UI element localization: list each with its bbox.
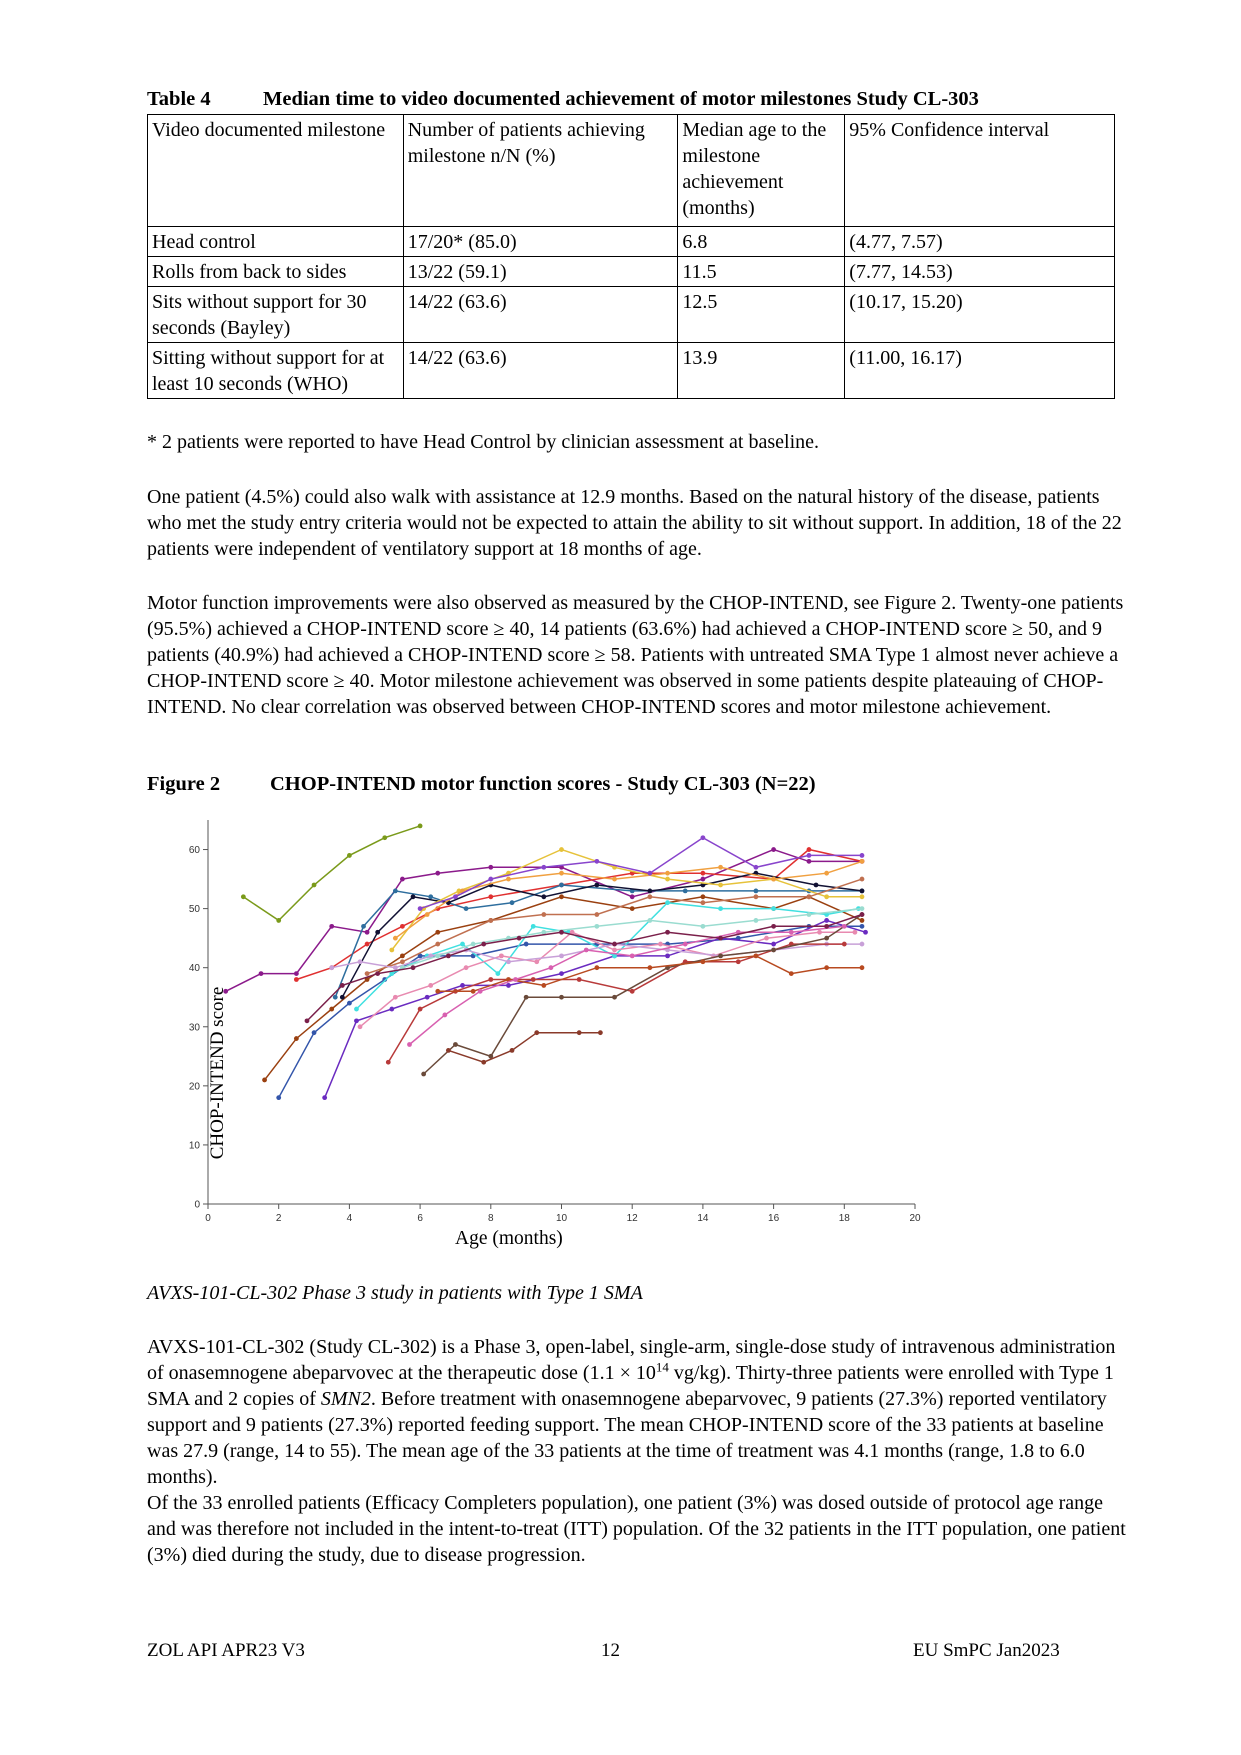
data-point: [860, 877, 865, 882]
data-point: [418, 824, 423, 829]
x-tick-label: 6: [417, 1213, 423, 1224]
data-point: [365, 930, 370, 935]
data-point: [453, 894, 458, 899]
data-point: [807, 847, 812, 852]
data-point: [807, 894, 812, 899]
data-point: [442, 1013, 447, 1018]
x-tick-label: 2: [275, 1213, 282, 1224]
data-point: [541, 894, 546, 899]
data-point: [506, 983, 511, 988]
y-tick-label: 0: [194, 1199, 200, 1211]
data-point: [701, 900, 706, 905]
data-point: [701, 924, 706, 929]
data-point: [294, 971, 299, 976]
data-point: [701, 894, 706, 899]
data-point: [630, 989, 635, 994]
data-point: [559, 930, 564, 935]
data-point: [347, 1001, 352, 1006]
data-point: [771, 948, 776, 953]
data-point: [347, 853, 352, 858]
data-point: [312, 883, 317, 888]
data-point: [594, 859, 599, 864]
data-point: [665, 900, 670, 905]
data-point: [478, 989, 483, 994]
data-point: [577, 1030, 582, 1035]
data-point: [446, 1048, 451, 1053]
table-cell: (11.00, 16.17): [845, 343, 1115, 399]
data-point: [411, 965, 416, 970]
table-cell: 13/22 (59.1): [403, 257, 678, 287]
data-point: [534, 1030, 539, 1035]
table-cell: Sitting without support for at least 10 seconds (WHO): [148, 343, 404, 399]
data-point: [630, 953, 635, 958]
data-point: [701, 871, 706, 876]
data-point: [488, 977, 493, 982]
data-point: [824, 871, 829, 876]
data-point: [276, 918, 281, 923]
data-point: [647, 871, 652, 876]
y-tick-label: 50: [188, 904, 200, 916]
x-tick-label: 0: [205, 1213, 211, 1224]
data-point: [701, 959, 706, 964]
table-cell: (7.77, 14.53): [845, 257, 1115, 287]
data-point: [789, 971, 794, 976]
data-point: [481, 942, 486, 947]
data-point: [393, 965, 398, 970]
footer-right: EU SmPC Jan2023: [913, 1640, 1060, 1661]
table-header-cell: Number of patients achieving milestone n/N (%): [403, 115, 678, 227]
table-title: Median time to video documented achievement of motor milestones Study CL-303: [263, 88, 979, 110]
chop-intend-chart: [133, 808, 933, 1238]
x-tick-label: 10: [555, 1213, 568, 1224]
table-cell: 14/22 (63.6): [403, 287, 678, 343]
data-point: [428, 983, 433, 988]
data-point: [630, 906, 635, 911]
data-point: [754, 953, 759, 958]
data-point: [488, 894, 493, 899]
series-line: [342, 873, 862, 997]
data-point: [559, 883, 564, 888]
table-cell: Sits without support for 30 seconds (Bayley): [148, 287, 404, 343]
data-point: [361, 924, 366, 929]
data-point: [824, 918, 829, 923]
dose-exponent: 14: [655, 1359, 669, 1375]
data-point: [510, 1048, 515, 1053]
data-point: [559, 871, 564, 876]
data-point: [718, 865, 723, 870]
data-point: [400, 877, 405, 882]
data-point: [329, 1007, 334, 1012]
data-point: [665, 953, 670, 958]
table-cell: (4.77, 7.57): [845, 227, 1115, 257]
data-point: [446, 953, 451, 958]
x-tick-label: 12: [626, 1213, 638, 1224]
x-tick-label: 16: [768, 1213, 780, 1224]
data-point: [824, 924, 829, 929]
data-point: [718, 906, 723, 911]
x-tick-label: 18: [838, 1213, 850, 1224]
data-point: [860, 894, 865, 899]
data-point: [559, 971, 564, 976]
series-line: [243, 826, 420, 921]
table-cell: (10.17, 15.20): [845, 287, 1115, 343]
data-point: [435, 989, 440, 994]
data-point: [594, 912, 599, 917]
paragraph-walk-assistance: One patient (4.5%) could also walk with assistance at 12.9 months. Based on the natural history of the disease, patients who met the study entry criteria would not be expected to attain the ability to sit without support. In addition, 18 of the 22 patients were independent of ventilatory support at 18 months of age.: [147, 486, 1122, 560]
data-point: [471, 989, 476, 994]
data-point: [807, 859, 812, 864]
data-point: [481, 1060, 486, 1065]
data-point: [541, 865, 546, 870]
data-point: [594, 924, 599, 929]
data-point: [647, 965, 652, 970]
data-point: [718, 883, 723, 888]
table-header-cell: Video documented milestone: [148, 115, 404, 227]
data-point: [824, 965, 829, 970]
data-point: [506, 877, 511, 882]
data-point: [488, 865, 493, 870]
data-point: [460, 983, 465, 988]
data-point: [524, 942, 529, 947]
table-header-cell: 95% Confidence interval: [845, 115, 1115, 227]
data-point: [658, 942, 663, 947]
data-point: [534, 959, 539, 964]
data-point: [559, 847, 564, 852]
data-point: [647, 894, 652, 899]
data-point: [842, 924, 847, 929]
data-point: [425, 995, 430, 1000]
data-point: [612, 995, 617, 1000]
data-point: [863, 930, 868, 935]
data-point: [665, 930, 670, 935]
paragraph-text: AVXS-101-CL-302 (Study CL-302) is a Phase 3, open-label, single-arm, single-dose study of intravenous administration of onasemnogene abeparvovec at the therapeutic dose (1.1 × 10: [147, 1336, 1116, 1384]
data-point: [513, 977, 518, 982]
table-cell: 12.5: [678, 287, 845, 343]
data-point: [612, 877, 617, 882]
data-point: [460, 942, 465, 947]
table-cell: Rolls from back to sides: [148, 257, 404, 287]
x-tick-label: 20: [909, 1213, 921, 1224]
data-point: [488, 918, 493, 923]
data-point: [329, 924, 334, 929]
footer-left: ZOL API APR23 V3: [147, 1640, 305, 1661]
figure-caption: [147, 773, 816, 796]
data-point: [860, 942, 865, 947]
data-point: [435, 953, 440, 958]
data-point: [577, 977, 582, 982]
table-cell: 14/22 (63.6): [403, 343, 678, 399]
paragraph-itt-population: Of the 33 enrolled patients (Efficacy Completers population), one patient (3%) was dosed outside of protocol age range and was therefore not included in the intent-to-treat (ITT) population. Of the 32 patients in the ITT population, one patient (3%) died during the study, due to disease progression.: [147, 1492, 1126, 1566]
table-label: Table 4: [147, 88, 211, 110]
data-point: [860, 859, 865, 864]
data-point: [305, 1018, 310, 1023]
table-footnote: * 2 patients were reported to have Head Control by clinician assessment at baseline.: [147, 431, 820, 453]
table-header-row: [148, 115, 1115, 227]
data-point: [517, 936, 522, 941]
y-tick-label: 60: [188, 845, 200, 857]
table-row: [148, 287, 1115, 343]
data-point: [375, 930, 380, 935]
data-point: [701, 835, 706, 840]
data-point: [594, 965, 599, 970]
data-point: [365, 971, 370, 976]
figure-label: Figure 2: [147, 773, 221, 795]
data-point: [386, 1060, 391, 1065]
table-row: [148, 343, 1115, 399]
y-tick-label: 10: [188, 1140, 200, 1152]
x-tick-label: 4: [346, 1213, 353, 1224]
data-point: [400, 924, 405, 929]
data-point: [754, 894, 759, 899]
data-point: [559, 995, 564, 1000]
data-point: [824, 894, 829, 899]
data-point: [400, 953, 405, 958]
data-point: [354, 1018, 359, 1023]
data-point: [612, 942, 617, 947]
figure-title: CHOP-INTEND motor function scores - Study CL-303 (N=22): [270, 773, 816, 795]
data-point: [418, 906, 423, 911]
data-point: [559, 894, 564, 899]
data-point: [510, 900, 515, 905]
table-cell: 13.9: [678, 343, 845, 399]
section-heading: AVXS-101-CL-302 Phase 3 study in patients with Type 1 SMA: [147, 1282, 643, 1304]
data-point: [259, 971, 264, 976]
data-point: [647, 918, 652, 923]
data-point: [807, 912, 812, 917]
data-point: [262, 1078, 267, 1083]
data-point: [389, 1007, 394, 1012]
data-point: [524, 995, 529, 1000]
data-point: [559, 953, 564, 958]
data-point: [407, 1042, 412, 1047]
data-point: [647, 888, 652, 893]
data-point: [365, 942, 370, 947]
paragraph-motor-function: Motor function improvements were also observed as measured by the CHOP-INTEND, see Figure 2. Twenty-one patients (95.5%) achieved a CHOP-INTEND score ≥ 40, 14 patients (63.6%) had achieved a CHOP-INTEND score ≥ 50, and 9 patients (40.9%) had achieved a CHOP-INTEND score ≥ 58. Patients with untreated SMA Type 1 almost never achieve a CHOP-INTEND score ≥ 40. Motor milestone achievement was observed in some patients despite plateauing of CHOP-INTEND. No clear correlation was observed between CHOP-INTEND scores and motor milestone achievement.: [147, 592, 1124, 718]
data-point: [506, 959, 511, 964]
data-point: [584, 948, 589, 953]
data-point: [814, 883, 819, 888]
data-point: [499, 953, 504, 958]
y-tick-label: 30: [188, 1022, 200, 1034]
data-point: [541, 983, 546, 988]
data-point: [612, 948, 617, 953]
series-line: [448, 1033, 600, 1063]
data-point: [495, 971, 500, 976]
table-caption: [147, 88, 1127, 111]
data-point: [683, 942, 688, 947]
data-point: [860, 965, 865, 970]
data-point: [548, 965, 553, 970]
data-point: [375, 971, 380, 976]
data-point: [389, 948, 394, 953]
table-cell: Head control: [148, 227, 404, 257]
data-point: [754, 865, 759, 870]
data-point: [358, 959, 363, 964]
paragraph-study-cl302: [147, 1334, 1132, 1490]
data-point: [400, 959, 405, 964]
data-point: [860, 918, 865, 923]
data-point: [435, 942, 440, 947]
table-cell: 17/20* (85.0): [403, 227, 678, 257]
data-point: [718, 953, 723, 958]
data-point: [358, 1024, 363, 1029]
data-point: [630, 894, 635, 899]
table-row: [148, 227, 1115, 257]
x-tick-label: 14: [697, 1213, 709, 1224]
data-point: [276, 1095, 281, 1100]
table-row: [148, 257, 1115, 287]
data-point: [853, 930, 858, 935]
table-cell: 11.5: [678, 257, 845, 287]
series-line: [265, 897, 862, 1080]
data-point: [340, 995, 345, 1000]
data-point: [354, 1007, 359, 1012]
data-point: [807, 853, 812, 858]
data-point: [393, 995, 398, 1000]
data-point: [683, 888, 688, 893]
data-point: [665, 871, 670, 876]
data-point: [541, 912, 546, 917]
milestones-table: [147, 114, 1115, 399]
data-point: [294, 1036, 299, 1041]
data-point: [771, 906, 776, 911]
data-point: [531, 924, 536, 929]
y-tick-label: 40: [188, 963, 200, 975]
data-point: [329, 965, 334, 970]
data-point: [771, 877, 776, 882]
gene-name: SMN2: [320, 1388, 371, 1410]
data-point: [464, 965, 469, 970]
data-point: [435, 871, 440, 876]
data-point: [294, 977, 299, 982]
data-point: [736, 959, 741, 964]
data-point: [718, 936, 723, 941]
data-point: [789, 930, 794, 935]
data-point: [418, 1007, 423, 1012]
data-point: [393, 888, 398, 893]
data-point: [771, 847, 776, 852]
data-point: [771, 942, 776, 947]
paragraph-text: . Before treatment with onasemnogene abeparvovec, 9 patients (27.3%) reported ventilatory support and 9 patients (27.3%) reported feeding support. The mean CHOP-INTEND score of the 33 patients at baseline was 27.9 (range, 14 to 55). The mean age of the 33 patients at the time of treatment was 4.1 months (range, 1.8 to 6.0 months).: [147, 1388, 1107, 1488]
data-point: [842, 942, 847, 947]
data-point: [824, 936, 829, 941]
data-point: [471, 942, 476, 947]
data-point: [340, 983, 345, 988]
data-point: [393, 936, 398, 941]
data-point: [464, 906, 469, 911]
data-point: [860, 912, 865, 917]
data-point: [754, 918, 759, 923]
table-header-cell: Median age to the milestone achievement (months): [678, 115, 845, 227]
data-point: [425, 912, 430, 917]
data-point: [764, 936, 769, 941]
x-tick-label: 8: [488, 1213, 494, 1224]
data-point: [531, 977, 536, 982]
page-number: 12: [601, 1640, 620, 1661]
data-point: [435, 930, 440, 935]
data-point: [860, 906, 865, 911]
data-point: [860, 888, 865, 893]
data-point: [428, 894, 433, 899]
data-point: [860, 924, 865, 929]
data-point: [598, 1030, 603, 1035]
data-point: [488, 877, 493, 882]
data-point: [322, 1095, 327, 1100]
data-point: [453, 1042, 458, 1047]
data-point: [701, 877, 706, 882]
data-point: [817, 930, 822, 935]
data-point: [594, 883, 599, 888]
table-cell: 6.8: [678, 227, 845, 257]
y-tick-label: 20: [188, 1081, 200, 1093]
data-point: [860, 853, 865, 858]
data-point: [754, 888, 759, 893]
y-axis-label: CHOP-INTEND score: [207, 986, 228, 1160]
data-point: [411, 894, 416, 899]
paragraph-text: vg/kg). Thirty-three patients were enrolled with Type 1 SMA and 2 copies of: [147, 1362, 1114, 1410]
data-point: [771, 924, 776, 929]
data-point: [312, 1030, 317, 1035]
data-point: [382, 835, 387, 840]
x-axis-label: Age (months): [455, 1228, 563, 1249]
data-point: [333, 995, 338, 1000]
data-point: [421, 1072, 426, 1077]
data-point: [665, 877, 670, 882]
data-point: [241, 894, 246, 899]
